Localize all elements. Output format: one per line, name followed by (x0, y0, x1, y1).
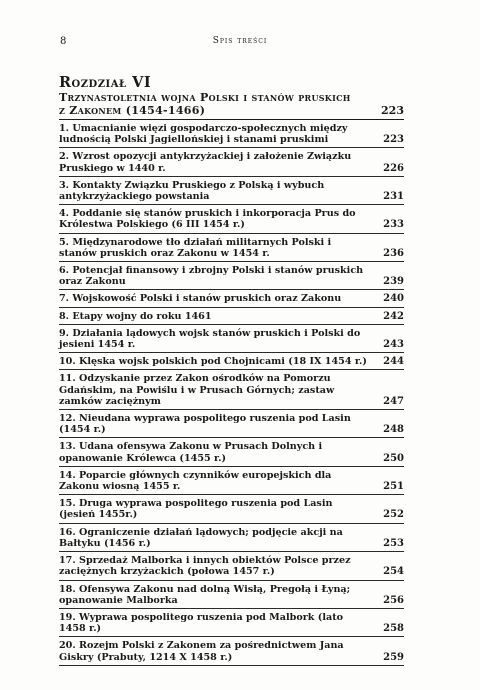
toc-entry-page: 231 (383, 191, 404, 203)
toc-entry (59, 580, 404, 608)
toc-entry-page: 240 (383, 293, 404, 305)
toc-entry-title: 17. Sprzedaż Malborka i innych obiektów Polsce przez zaciężnych krzyżackich (połowa 1457 r.) (59, 555, 351, 578)
toc-entry (59, 261, 404, 289)
toc-entry-title: 6. Potencjał finansowy i zbrojny Polski i stanów pruskich oraz Zakonu (59, 265, 364, 288)
toc-entry-page: 226 (383, 162, 404, 174)
toc-entry (59, 147, 404, 175)
toc-entry (59, 523, 404, 551)
toc-entry-page: 242 (383, 310, 404, 322)
toc-entry (59, 307, 404, 324)
toc-entry-title: 20. Rozejm Polski z Zakonem za pośrednictwem Jana Giskry (Prabuty, 1214 X 1458 r.) (59, 640, 344, 663)
toc-entry (59, 466, 404, 494)
toc-entry-title: 18. Ofensywa Zakonu nad dolną Wisłą, Pregołą i Łyną; opanowanie Malborka (59, 583, 351, 606)
toc-entry (59, 551, 404, 579)
toc-entry-page: 243 (383, 339, 404, 351)
toc-entry-title: 8. Etapy wojny do roku 1461 (59, 310, 212, 322)
toc-entry-title: 15. Druga wyprawa pospolitego ruszenia pod Lasin (jesień 1455r.) (59, 498, 333, 521)
toc-entry-page: 239 (383, 276, 404, 288)
table-of-contents (59, 75, 404, 666)
toc-entry-title: 10. Klęska wojsk polskich pod Chojnicami (18 IX 1454 r.) (59, 356, 367, 368)
toc-entry (59, 608, 404, 636)
toc-entry (59, 494, 404, 522)
toc-entry-title: 5. Międzynarodowe tło działań militarnych Polski i stanów pruskich oraz Zakonu w 1454 r. (59, 236, 332, 259)
toc-entry (59, 636, 404, 665)
toc-entry-title: 2. Wzrost opozycji antykrzyżackiej i założenie Związku Pruskiego w 1440 r. (59, 151, 352, 174)
toc-entry-page: 250 (383, 452, 404, 464)
toc-entry-page: 258 (383, 623, 404, 635)
toc-entry-page: 251 (383, 481, 404, 493)
toc-entry-title: 14. Poparcie głównych czynników europejskich dla Zakonu wiosną 1455 r. (59, 469, 332, 493)
toc-entry (59, 204, 404, 232)
toc-entry-page: 248 (383, 424, 404, 436)
toc-entry-title: 9. Działania lądowych wojsk stanów pruskich i Polski do jesieni 1454 r. (59, 327, 361, 351)
toc-entry (59, 233, 404, 261)
chapter-title-row (59, 104, 404, 117)
toc-entry (59, 369, 404, 409)
toc-entry-title: 7. Wojskowość Polski i stanów pruskich oraz Zakonu (59, 293, 342, 305)
toc-entry-page: 236 (383, 247, 404, 259)
toc-entry-title: 19. Wyprawa pospolitego ruszenia pod Malbork (lato 1458 r.) (59, 611, 344, 635)
chapter-page: 223 (381, 104, 404, 117)
toc-entry-title: 13. Udana ofensywa Zakonu w Prusach Dolnych i opanowanie Królewca (1455 r.) (59, 441, 323, 464)
toc-entry-title: 11. Odzyskanie przez Zakon ośrodków na Pomorzu Gdańskim, na Powiślu i w Prusach Górnych; zastaw zamków zaciężnym (59, 373, 335, 407)
toc-entry-page: 244 (383, 356, 404, 368)
page-number: 8 (60, 36, 67, 47)
toc-entry (59, 289, 404, 306)
toc-entry (59, 352, 404, 369)
toc-entry-page: 252 (383, 509, 404, 521)
running-title: Spis treści (212, 36, 268, 46)
chapter-title-line2: z Zakonem (1454-1466) (59, 104, 206, 117)
toc-entry-page: 259 (383, 651, 404, 663)
toc-entry (59, 437, 404, 465)
toc-entry-page: 247 (383, 395, 404, 407)
toc-entry-title: 16. Ograniczenie działań lądowych; podjęcie akcji na Bałtyku (1456 r.) (59, 526, 343, 549)
chapter-label: Rozdział VI (59, 74, 152, 91)
toc-entry-title: 1. Umacnianie więzi gospodarczo-społecznych między ludnością Polski Jagiellońskiej i stanami pruskimi (59, 123, 348, 146)
toc-entries (59, 120, 404, 666)
toc-entry-title: 3. Kontakty Związku Pruskiego z Polską i wybuch antykrzyżackiego powstania (59, 179, 325, 203)
toc-entry-page: 233 (383, 219, 404, 231)
toc-entry (59, 120, 404, 147)
toc-entry (59, 409, 404, 437)
toc-entry-page: 256 (383, 594, 404, 606)
toc-entry-title: 4. Poddanie się stanów pruskich i inkorporacja Prus do Królestwa Polskiego (6 III 1454 r.) (59, 208, 356, 231)
toc-entry-page: 253 (383, 537, 404, 549)
toc-entry-page: 223 (383, 134, 404, 146)
toc-entry (59, 176, 404, 204)
chapter-title-line1: Trzynastoletnia wojna Polski i stanów pruskich (59, 91, 351, 104)
toc-entry-page: 254 (383, 566, 404, 578)
toc-entry (59, 324, 404, 352)
toc-entry-title: 12. Nieudana wyprawa pospolitego ruszenia pod Lasin (1454 r.) (59, 413, 351, 436)
